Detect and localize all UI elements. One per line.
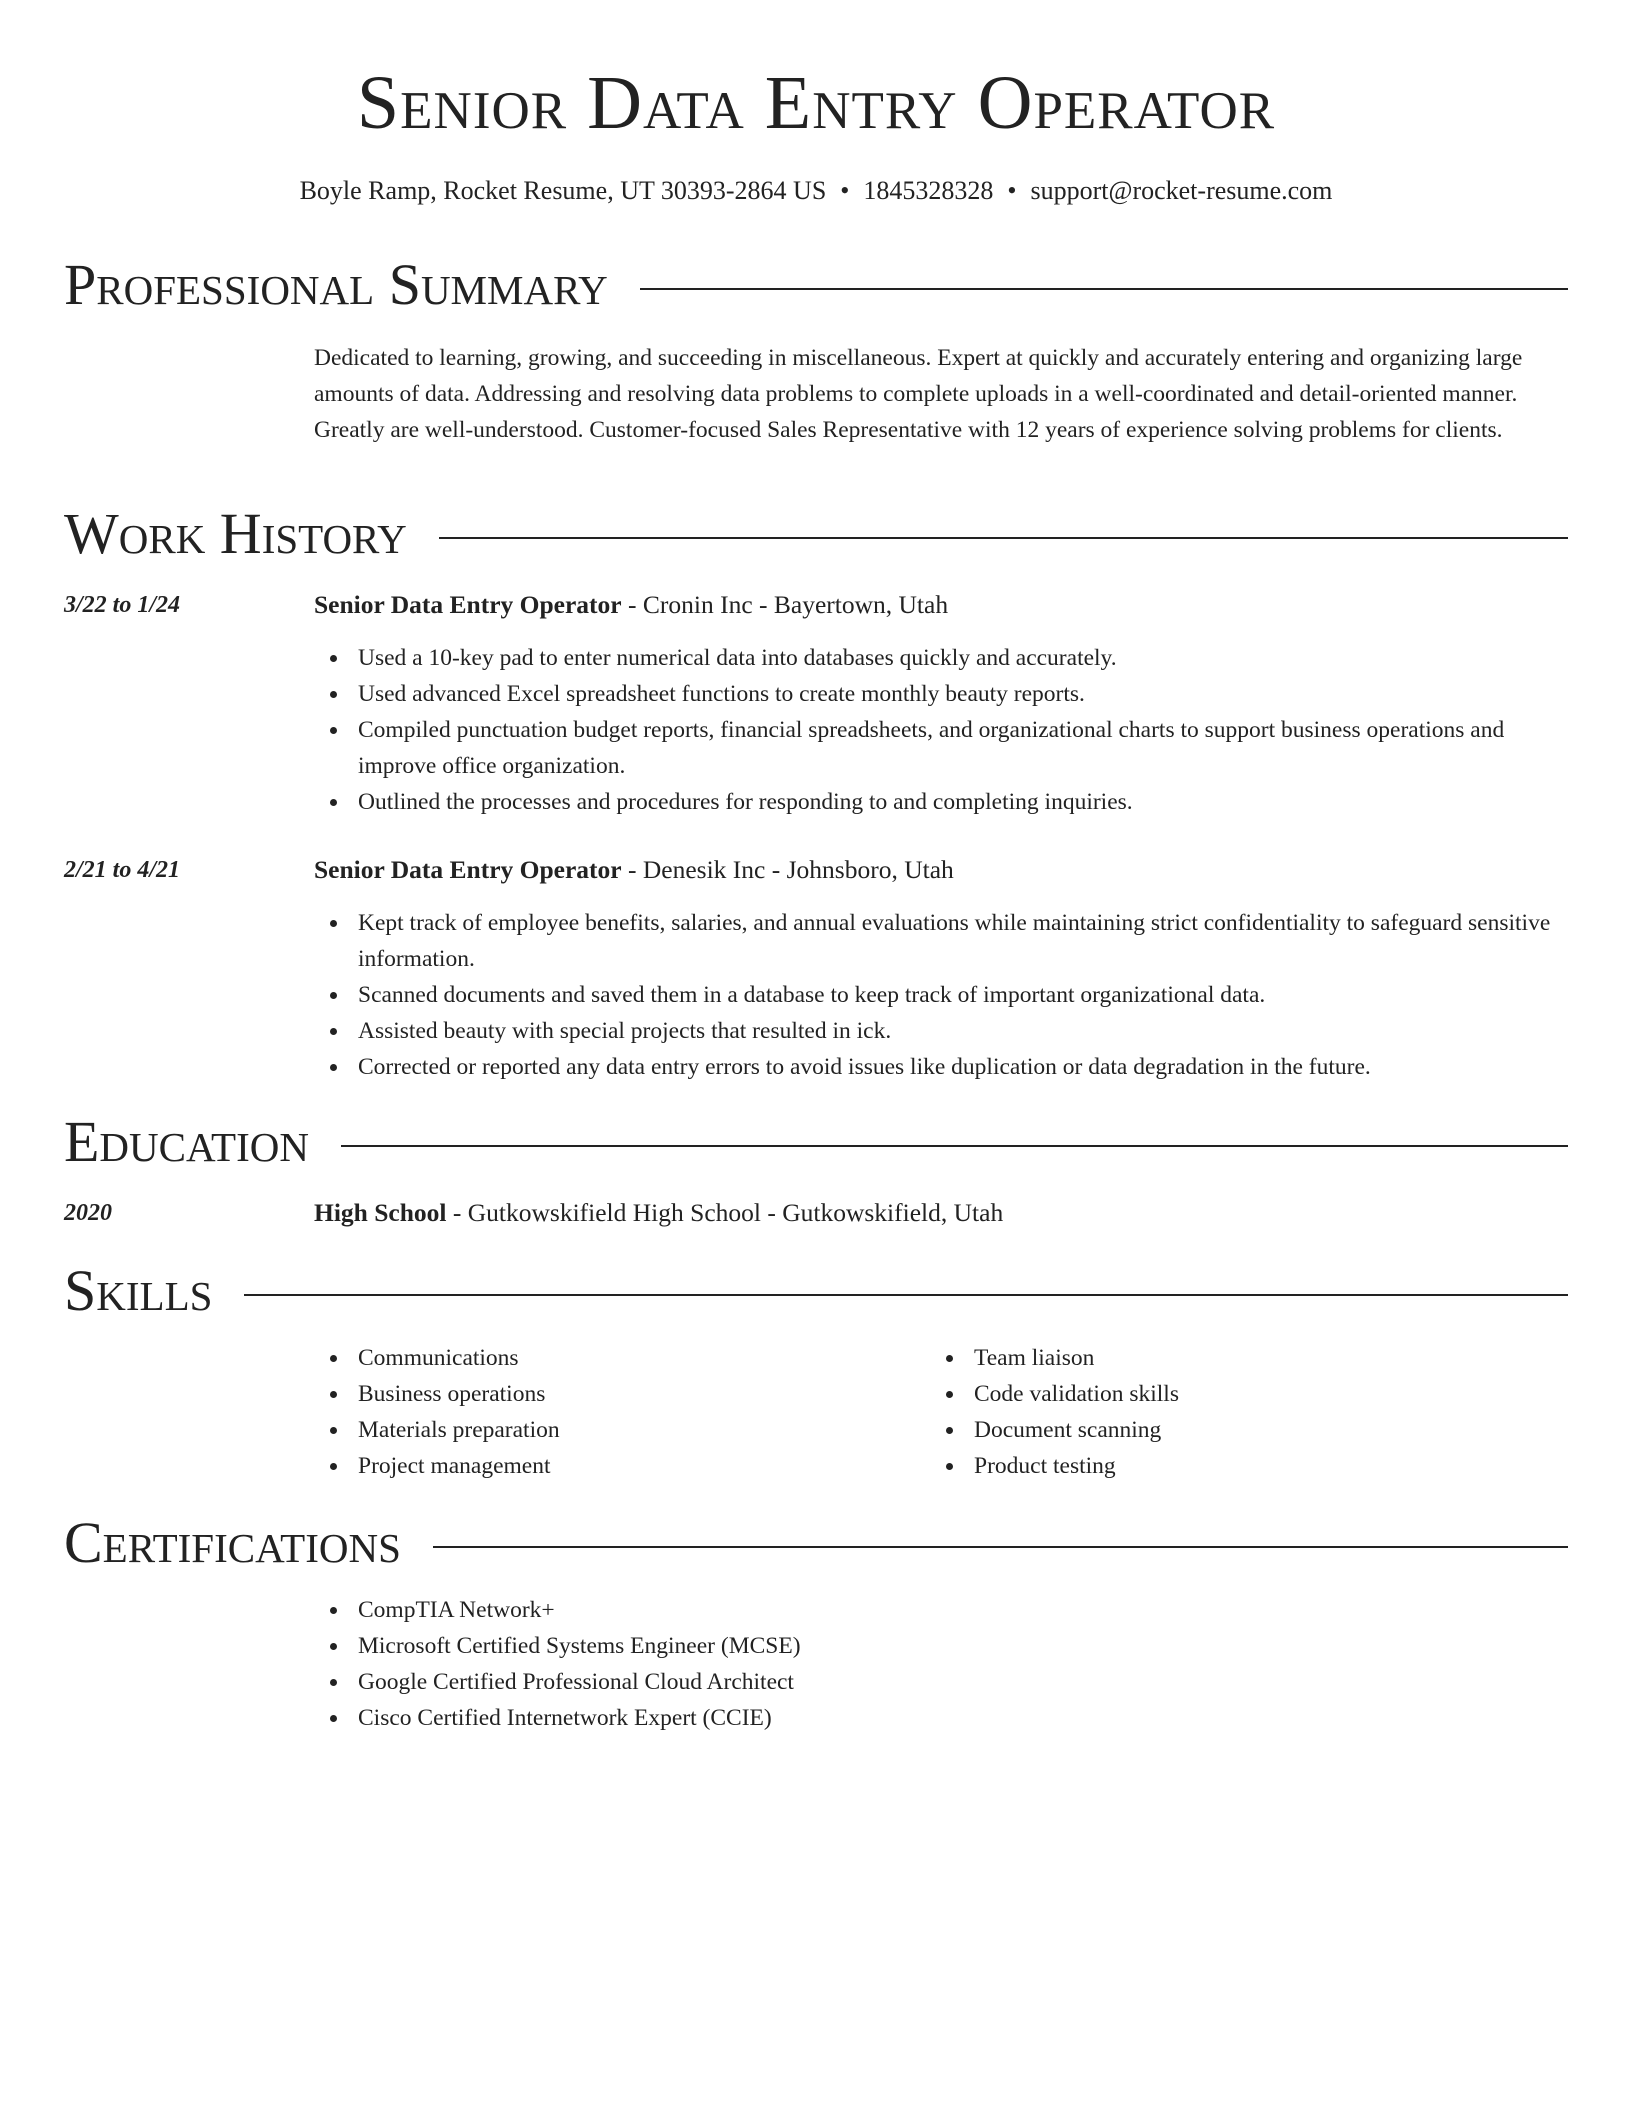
job-details: - Cronin Inc - Bayertown, Utah <box>621 590 949 619</box>
list-item: Assisted beauty with special projects that resulted in ick. <box>314 1013 1568 1049</box>
section-divider <box>439 537 1568 539</box>
skill-item: Project management <box>314 1448 914 1484</box>
certification-item: CompTIA Network+ <box>314 1592 1568 1628</box>
skill-item: Code validation skills <box>930 1376 1530 1412</box>
job-dates: 2/21 to 4/21 <box>64 857 181 883</box>
skill-item: Business operations <box>314 1376 914 1412</box>
job-title: Senior Data Entry Operator <box>314 590 622 619</box>
list-item: Kept track of employee benefits, salaries, and annual evaluations while maintaining strict confidentiality to safeguard sensitive information. <box>314 905 1568 977</box>
contact-email: support@rocket-resume.com <box>1030 176 1333 205</box>
certification-item: Microsoft Certified Systems Engineer (MCSE) <box>314 1628 1568 1664</box>
skill-item: Materials preparation <box>314 1412 914 1448</box>
job-details: - Denesik Inc - Johnsboro, Utah <box>621 855 954 884</box>
section-heading-work <box>64 499 1568 569</box>
list-item: Used a 10-key pad to enter numerical data into databases quickly and accurately. <box>314 640 1568 676</box>
resume-title: Senior Data Entry Operator <box>356 61 1276 145</box>
certification-item: Cisco Certified Internetwork Expert (CCIE) <box>314 1700 1568 1736</box>
skill-item: Document scanning <box>930 1412 1530 1448</box>
section-title: Education <box>64 1109 309 1174</box>
section-divider <box>244 1294 1568 1296</box>
section-title: Professional Summary <box>64 252 608 317</box>
list-item: Outlined the processes and procedures for responding to and completing inquiries. <box>314 784 1568 820</box>
certification-item: Google Certified Professional Cloud Architect <box>314 1664 1568 1700</box>
education-details: - Gutkowskifield High School - Gutkowskifield, Utah <box>446 1198 1004 1227</box>
section-divider <box>640 288 1568 290</box>
list-item: Corrected or reported any data entry errors to avoid issues like duplication or data degradation in the future. <box>314 1049 1568 1085</box>
contact-separator: • <box>1007 176 1017 205</box>
job-bullets <box>314 905 1568 1085</box>
list-item: Compiled punctuation budget reports, financial spreadsheets, and organizational charts to support business operations and improve office organization. <box>314 712 1568 784</box>
contact-phone: 1845328328 <box>863 176 994 205</box>
contact-line <box>0 174 1632 208</box>
section-heading-education <box>64 1107 1568 1177</box>
skill-item: Team liaison <box>930 1340 1530 1376</box>
summary-text: Dedicated to learning, growing, and succeeding in miscellaneous. Expert at quickly and accurately entering and organizing large amounts of data. Addressing and resolving data problems to complete uploads in a well-coordinated and detail-oriented manner. Greatly are well-understood. Customer-focused Sales Representative with 12 years of experience solving problems for clients. <box>314 345 1523 443</box>
education-degree: High School <box>314 1198 447 1227</box>
certifications-list <box>314 1592 1568 1736</box>
section-divider <box>341 1145 1568 1147</box>
skill-item: Product testing <box>930 1448 1530 1484</box>
skills-list-right <box>930 1340 1530 1484</box>
job-bullets <box>314 640 1568 820</box>
education-year: 2020 <box>64 1200 112 1226</box>
education-heading <box>314 1195 1568 1231</box>
skill-item: Communications <box>314 1340 914 1376</box>
skills-list-left <box>314 1340 914 1484</box>
job-title: Senior Data Entry Operator <box>314 855 622 884</box>
section-title: Work History <box>64 501 407 566</box>
section-heading-summary <box>64 250 1568 320</box>
section-title: Skills <box>64 1258 213 1323</box>
section-title: Certifications <box>64 1510 401 1575</box>
job-heading <box>314 587 1568 623</box>
contact-address: Boyle Ramp, Rocket Resume, UT 30393-2864 US <box>299 176 827 205</box>
section-divider <box>433 1546 1568 1548</box>
section-heading-skills <box>64 1256 1568 1326</box>
job-dates: 3/22 to 1/24 <box>64 592 181 618</box>
list-item: Used advanced Excel spreadsheet functions to create monthly beauty reports. <box>314 676 1568 712</box>
section-heading-certifications <box>64 1508 1568 1578</box>
job-heading <box>314 852 1568 888</box>
list-item: Scanned documents and saved them in a database to keep track of important organizational data. <box>314 977 1568 1013</box>
contact-separator: • <box>840 176 850 205</box>
